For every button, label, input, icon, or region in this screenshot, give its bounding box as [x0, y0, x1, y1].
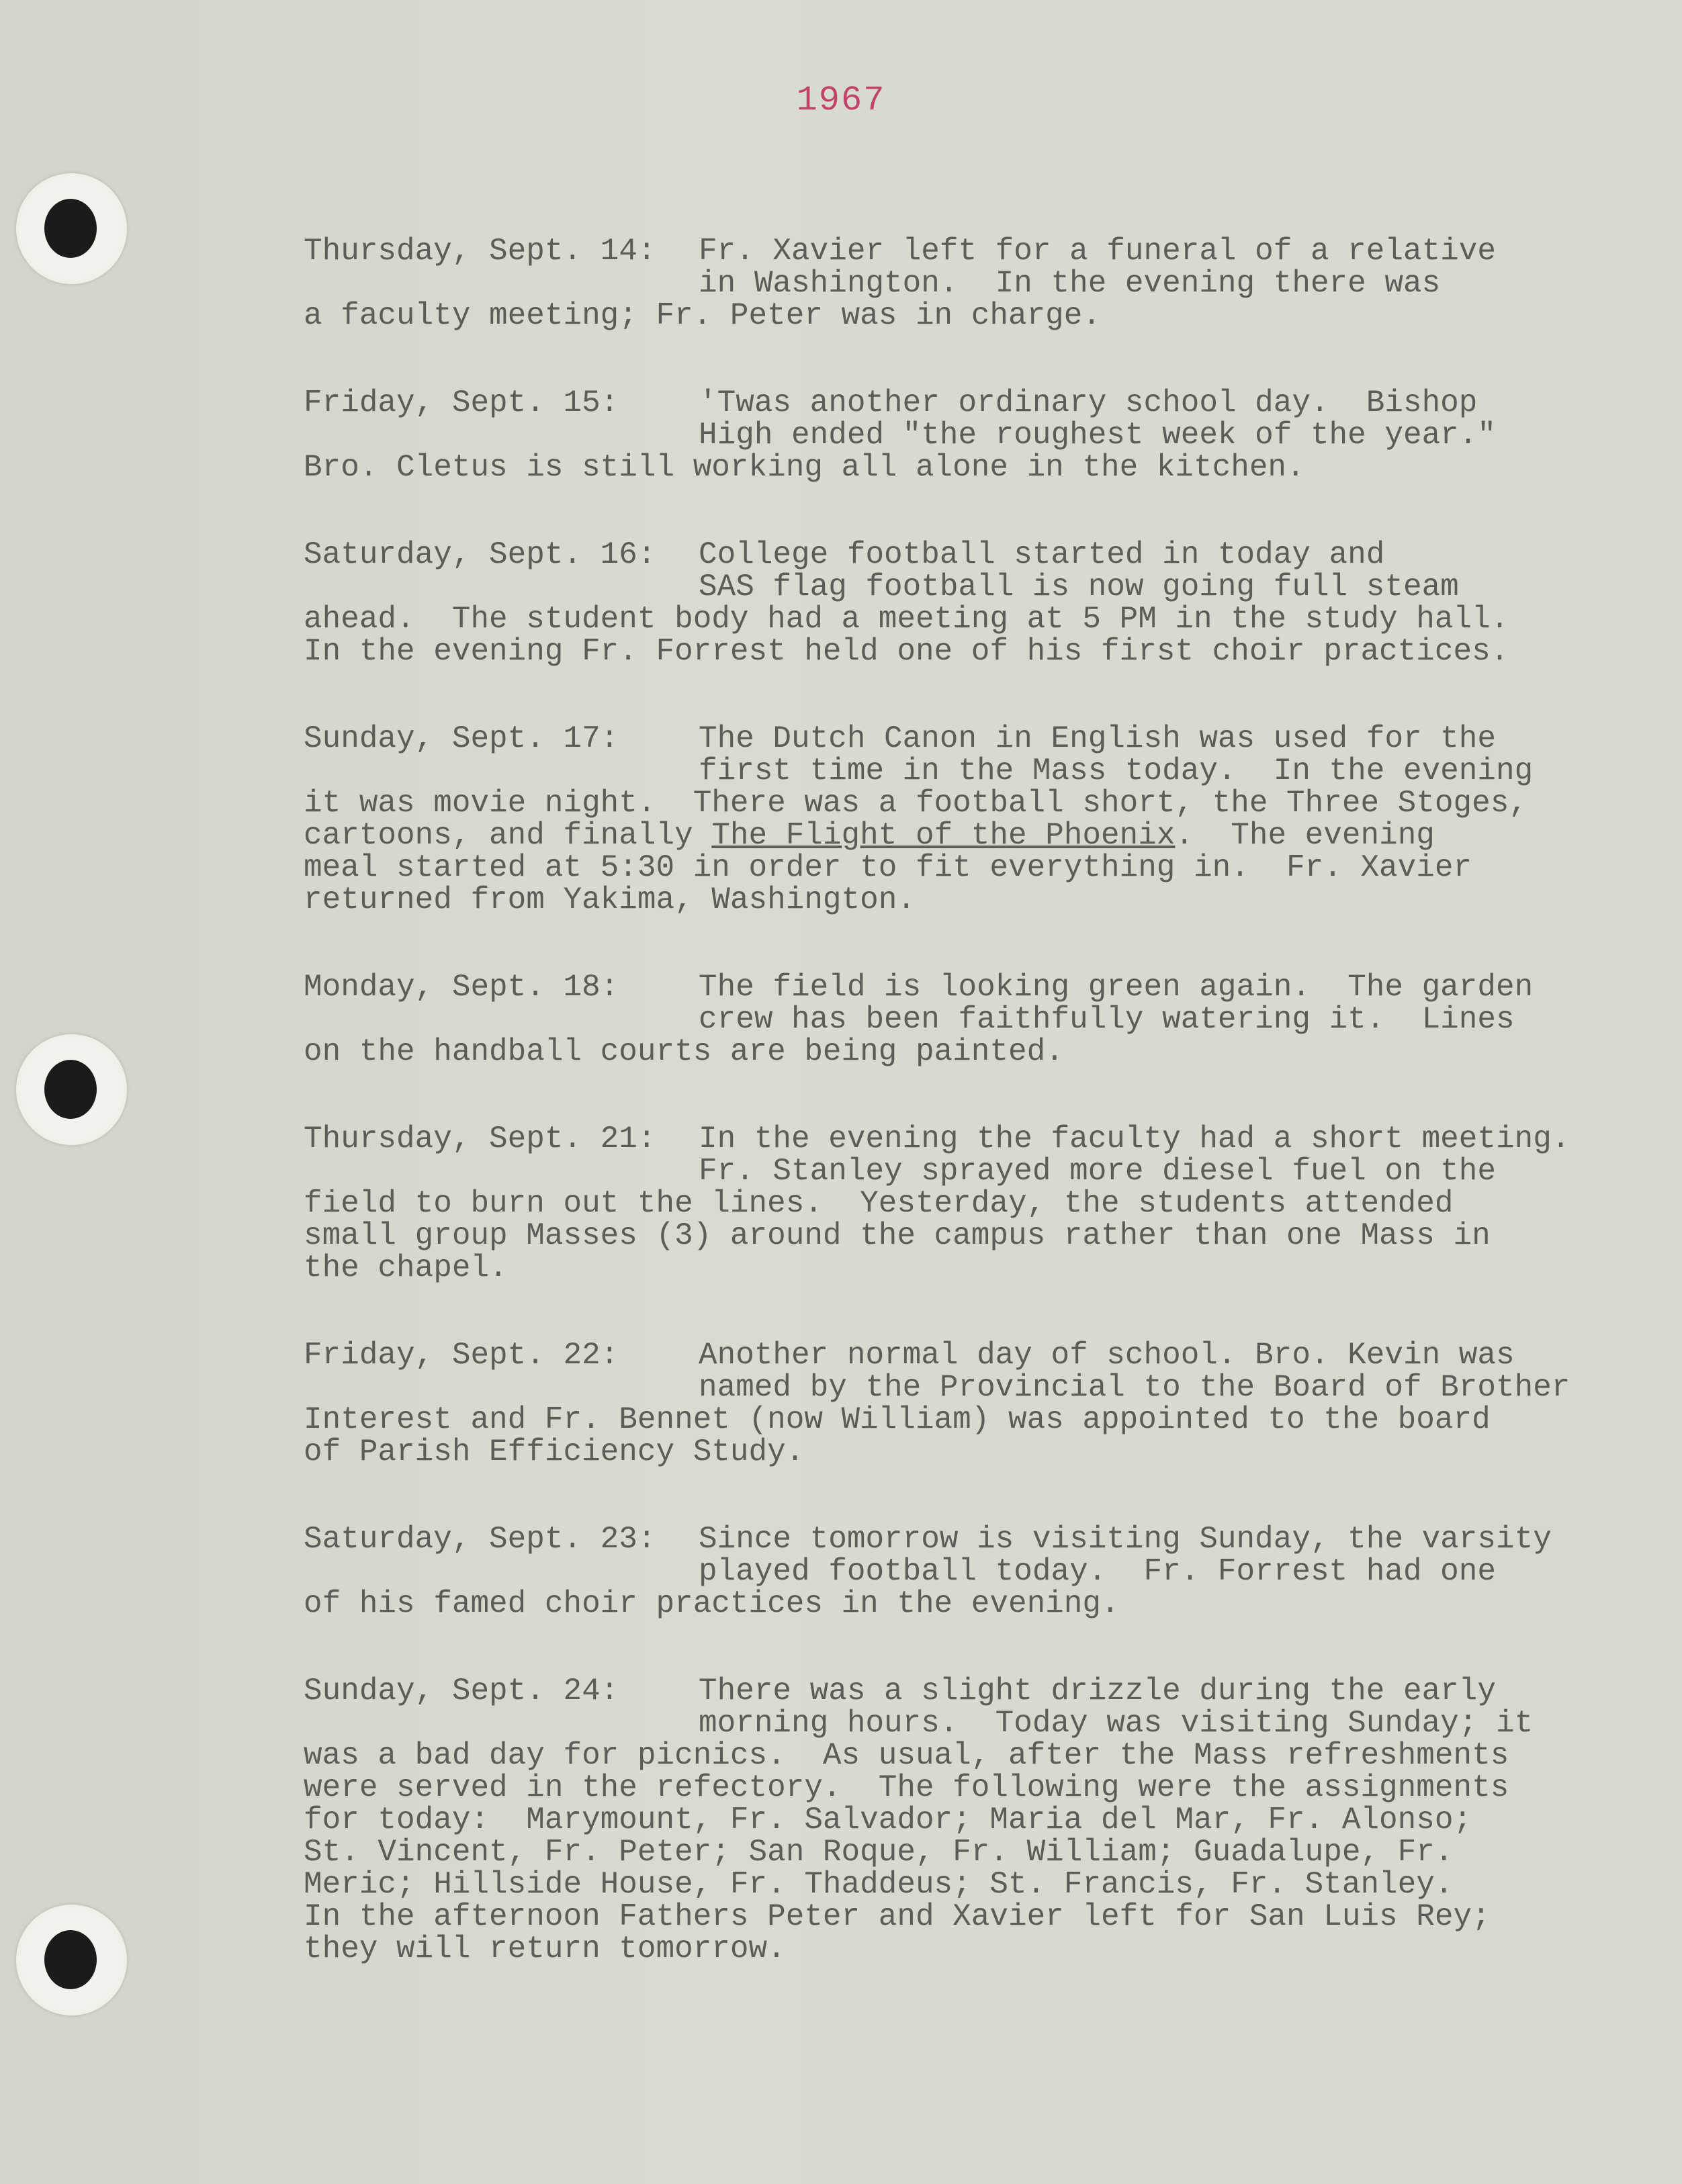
entry-body-line: was a bad day for picnics. As usual, after the Mass refreshments: [304, 1739, 1509, 1772]
entry-indented-line: first time in the Mass today. In the evening: [699, 755, 1534, 787]
diary-entry: [304, 235, 1682, 332]
entry-body-line: meal started at 5:30 in order to fit everything in. Fr. Xavier: [304, 852, 1472, 884]
entry-body-line: St. Vincent, Fr. Peter; San Roque, Fr. William; Guadalupe, Fr.: [304, 1836, 1454, 1868]
hole-punch: [44, 1930, 97, 1989]
film-title: The Flight of the Phoenix: [711, 819, 1176, 852]
entry-body-line: they will return tomorrow.: [304, 1933, 786, 1965]
entry-first-line: [304, 1675, 1682, 1707]
entry-body-line: In the evening Fr. Forrest held one of his first choir practices.: [304, 635, 1509, 668]
entry-first-line: [304, 971, 1682, 1003]
entry-first-line: [304, 1339, 1682, 1371]
diary-entry: [304, 387, 1682, 484]
entry-body-line: the chapel.: [304, 1252, 508, 1284]
entry-body-line: were served in the refectory. The following were the assignments: [304, 1772, 1509, 1804]
diary-entry: [304, 1339, 1682, 1468]
entry-first-line: [304, 235, 1682, 267]
hole-punch: [44, 1060, 97, 1119]
entry-body-line: Meric; Hillside House, Fr. Thaddeus; St. Francis, Fr. Stanley.: [304, 1868, 1454, 1901]
diary-entry: [304, 971, 1682, 1068]
entry-date: Monday, Sept. 18:: [304, 971, 619, 1003]
entry-body-line: a faculty meeting; Fr. Peter was in charge.: [304, 300, 1101, 332]
diary-entry: [304, 539, 1682, 668]
hole-punch: [44, 199, 97, 258]
entry-date: Friday, Sept. 15:: [304, 387, 619, 419]
entry-date: Friday, Sept. 22:: [304, 1339, 619, 1371]
binder-hole-top: [16, 173, 127, 284]
entry-first-line: [304, 723, 1682, 755]
page-year: 1967: [796, 81, 886, 120]
entry-body-line: on the handball courts are being painted.: [304, 1036, 1064, 1068]
entry-indented-line: in Washington. In the evening there was: [699, 267, 1441, 300]
entry-text: In the evening the faculty had a short meeting.: [699, 1123, 1570, 1155]
entry-date: Thursday, Sept. 14:: [304, 235, 656, 267]
entry-indented-line: Fr. Stanley sprayed more diesel fuel on the: [699, 1155, 1496, 1187]
entry-body-line: field to burn out the lines. Yesterday, the students attended: [304, 1187, 1454, 1220]
entry-body-line: small group Masses (3) around the campus rather than one Mass in: [304, 1220, 1491, 1252]
entry-body-line: it was movie night. There was a football short, the Three Stoges,: [304, 787, 1528, 819]
entry-text: The Dutch Canon in English was used for the: [699, 723, 1496, 755]
entry-text: College football started in today and: [699, 539, 1385, 571]
entry-text: . The evening: [1175, 819, 1435, 852]
entry-text: The field is looking green again. The garden: [699, 971, 1534, 1003]
entry-indented-line: High ended "the roughest week of the year.": [699, 419, 1496, 451]
entry-text: Another normal day of school. Bro. Kevin was: [699, 1339, 1515, 1371]
entry-body-line: Interest and Fr. Bennet (now William) was appointed to the board: [304, 1404, 1491, 1436]
entry-body-line: Bro. Cletus is still working all alone in the kitchen.: [304, 451, 1305, 484]
entry-first-line: [304, 387, 1682, 419]
entry-text: 'Twas another ordinary school day. Bishop: [699, 387, 1478, 419]
diary-entry: [304, 1123, 1682, 1284]
diary-entry: [304, 723, 1682, 916]
entry-first-line: [304, 539, 1682, 571]
entry-text: Fr. Xavier left for a funeral of a relative: [699, 235, 1496, 267]
entry-date: Sunday, Sept. 24:: [304, 1675, 619, 1707]
entry-indented-line: named by the Provincial to the Board of Brother: [699, 1371, 1570, 1404]
binder-hole-middle: [16, 1034, 127, 1145]
entry-indented-line: morning hours. Today was visiting Sunday; it: [699, 1707, 1534, 1739]
entry-date: Thursday, Sept. 21:: [304, 1123, 656, 1155]
entry-body-line: for today: Marymount, Fr. Salvador; Maria del Mar, Fr. Alonso;: [304, 1804, 1472, 1836]
entry-body-line: [304, 819, 1682, 852]
entry-first-line: [304, 1523, 1682, 1555]
entry-date: Sunday, Sept. 17:: [304, 723, 619, 755]
entry-body-line: of his famed choir practices in the evening.: [304, 1588, 1120, 1620]
entry-body-line: In the afternoon Fathers Peter and Xavier left for San Luis Rey;: [304, 1901, 1491, 1933]
entry-date: Saturday, Sept. 16:: [304, 539, 656, 571]
diary-entry: [304, 1675, 1682, 1965]
entry-body-line: ahead. The student body had a meeting at 5 PM in the study hall.: [304, 603, 1509, 635]
entry-text: cartoons, and finally: [304, 819, 712, 852]
entry-body-line: returned from Yakima, Washington.: [304, 884, 916, 916]
binder-hole-bottom: [16, 1905, 127, 2015]
entry-first-line: [304, 1123, 1682, 1155]
entry-date: Saturday, Sept. 23:: [304, 1523, 656, 1555]
entry-body-line: of Parish Efficiency Study.: [304, 1436, 805, 1468]
entry-indented-line: played football today. Fr. Forrest had one: [699, 1555, 1496, 1588]
entry-indented-line: crew has been faithfully watering it. Lines: [699, 1003, 1515, 1036]
entry-text: Since tomorrow is visiting Sunday, the varsity: [699, 1523, 1552, 1555]
diary-entry: [304, 1523, 1682, 1620]
diary-entries: [304, 235, 1682, 2020]
entry-text: There was a slight drizzle during the early: [699, 1675, 1496, 1707]
entry-indented-line: SAS flag football is now going full steam: [699, 571, 1459, 603]
